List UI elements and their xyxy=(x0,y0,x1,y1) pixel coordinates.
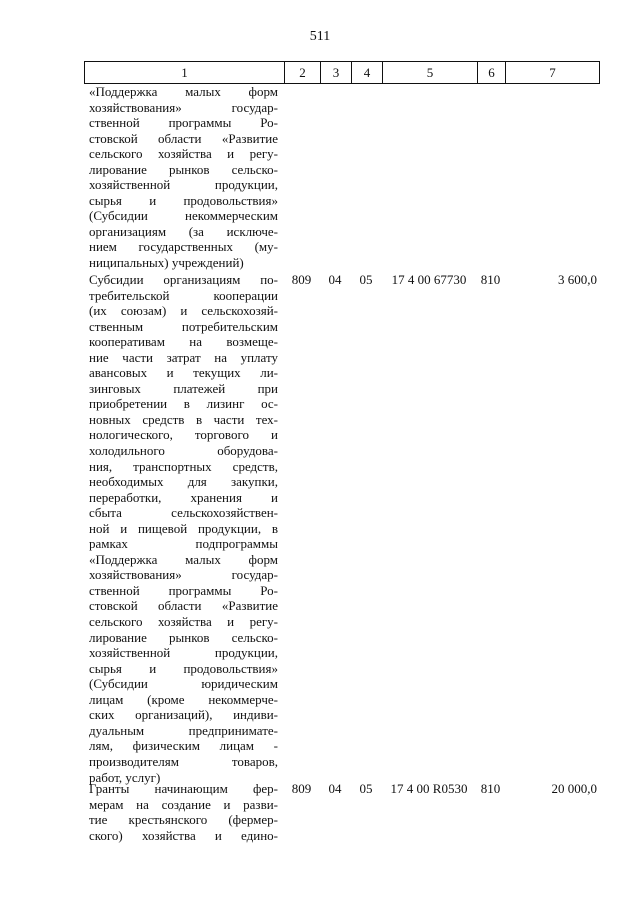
description-line: хозяйственной продукции, xyxy=(89,177,278,193)
description-line: лицам (кроме некоммерче- xyxy=(89,691,278,707)
description-line: дуальным предпринимате- xyxy=(89,722,278,738)
description-line: хозяйственной продукции, xyxy=(89,645,278,661)
description-line: авансовых и текущих ли- xyxy=(89,365,278,381)
description-line: ной и пищевой продукции, в xyxy=(89,520,278,536)
cell-expense-type: 810 xyxy=(480,781,501,796)
description-line: переработки, хранения и xyxy=(89,489,278,505)
description-line: «Поддержка малых форм xyxy=(89,84,278,99)
cell-ministry-code: 809 xyxy=(291,272,312,287)
row-description xyxy=(89,781,278,843)
description-line: кооперативам на возмеще- xyxy=(89,334,278,350)
description-line: лирование рынков сельско- xyxy=(89,629,278,645)
description-line: (Субсидии юридическим xyxy=(89,676,278,692)
description-line: Гранты начинающим фер- xyxy=(89,781,278,796)
description-line: мерам на создание и разви- xyxy=(89,796,278,812)
description-line: ского) хозяйства и едино- xyxy=(89,827,278,843)
cell-amount: 20 000,0 xyxy=(551,781,597,796)
description-line: сельского хозяйства и регу- xyxy=(89,146,278,162)
cell-ministry-code: 809 xyxy=(291,781,312,796)
cell-target-article: 17 4 00 67730 xyxy=(391,272,467,287)
description-line: «Поддержка малых форм xyxy=(89,551,278,567)
description-line: холодильного оборудова- xyxy=(89,443,278,459)
header-col-6: 6 xyxy=(477,62,505,83)
header-col-2: 2 xyxy=(284,62,320,83)
header-col-7: 7 xyxy=(505,62,600,83)
description-line: сырья и продовольствия» xyxy=(89,192,278,208)
description-line: организациям (за исключе- xyxy=(89,223,278,239)
description-line: хозяйствования» государ- xyxy=(89,99,278,115)
description-line: зинговых платежей при xyxy=(89,380,278,396)
cell-section: 04 xyxy=(328,781,342,796)
description-line: ственным потребительским xyxy=(89,318,278,334)
description-line: ственной программы Ро- xyxy=(89,115,278,131)
cell-subsection: 05 xyxy=(359,781,373,796)
row-description xyxy=(89,84,278,271)
table-header xyxy=(84,61,600,84)
description-line: хозяйствования» государ- xyxy=(89,567,278,583)
description-line: ния, транспортных средств, xyxy=(89,458,278,474)
cell-section: 04 xyxy=(328,272,342,287)
description-line: тие крестьянского (фермер- xyxy=(89,812,278,828)
cell-expense-type: 810 xyxy=(480,272,501,287)
description-line: сырья и продовольствия» xyxy=(89,660,278,676)
description-line: лям, физическим лицам - xyxy=(89,738,278,754)
description-line: работ, услуг) xyxy=(89,769,161,785)
description-line: ственной программы Ро- xyxy=(89,582,278,598)
description-line: ских организаций), индиви- xyxy=(89,707,278,723)
description-line: стовской области «Развитие xyxy=(89,130,278,146)
description-line: лирование рынков сельско- xyxy=(89,161,278,177)
description-line: Субсидии организациям по- xyxy=(89,272,278,287)
description-line: требительской кооперации xyxy=(89,287,278,303)
cell-amount: 3 600,0 xyxy=(558,272,597,287)
description-line: стовской области «Развитие xyxy=(89,598,278,614)
description-line: нологического, торгового и xyxy=(89,427,278,443)
description-line: новных средств в части тех- xyxy=(89,411,278,427)
description-line: производителям товаров, xyxy=(89,753,278,769)
description-line: сбыта сельскохозяйствен- xyxy=(89,505,278,521)
description-line: ние части затрат на уплату xyxy=(89,349,278,365)
cell-target-article: 17 4 00 R0530 xyxy=(390,781,468,796)
description-line: необходимых для закупки, xyxy=(89,474,278,490)
description-line: нием государственных (му- xyxy=(89,239,278,255)
description-line: рамках подпрограммы xyxy=(89,536,278,552)
description-line: (их союзам) и сельскохозяй- xyxy=(89,303,278,319)
cell-subsection: 05 xyxy=(359,272,373,287)
header-col-4: 4 xyxy=(351,62,382,83)
description-line: (Субсидии некоммерческим xyxy=(89,208,278,224)
header-col-1: 1 xyxy=(84,62,284,83)
page-number: 511 xyxy=(309,29,331,44)
description-line: приобретении в лизинг ос- xyxy=(89,396,278,412)
description-line: сельского хозяйства и регу- xyxy=(89,614,278,630)
header-col-5: 5 xyxy=(382,62,477,83)
row-description xyxy=(89,272,278,785)
header-col-3: 3 xyxy=(320,62,351,83)
description-line: ниципальных) учреждений) xyxy=(89,255,244,271)
